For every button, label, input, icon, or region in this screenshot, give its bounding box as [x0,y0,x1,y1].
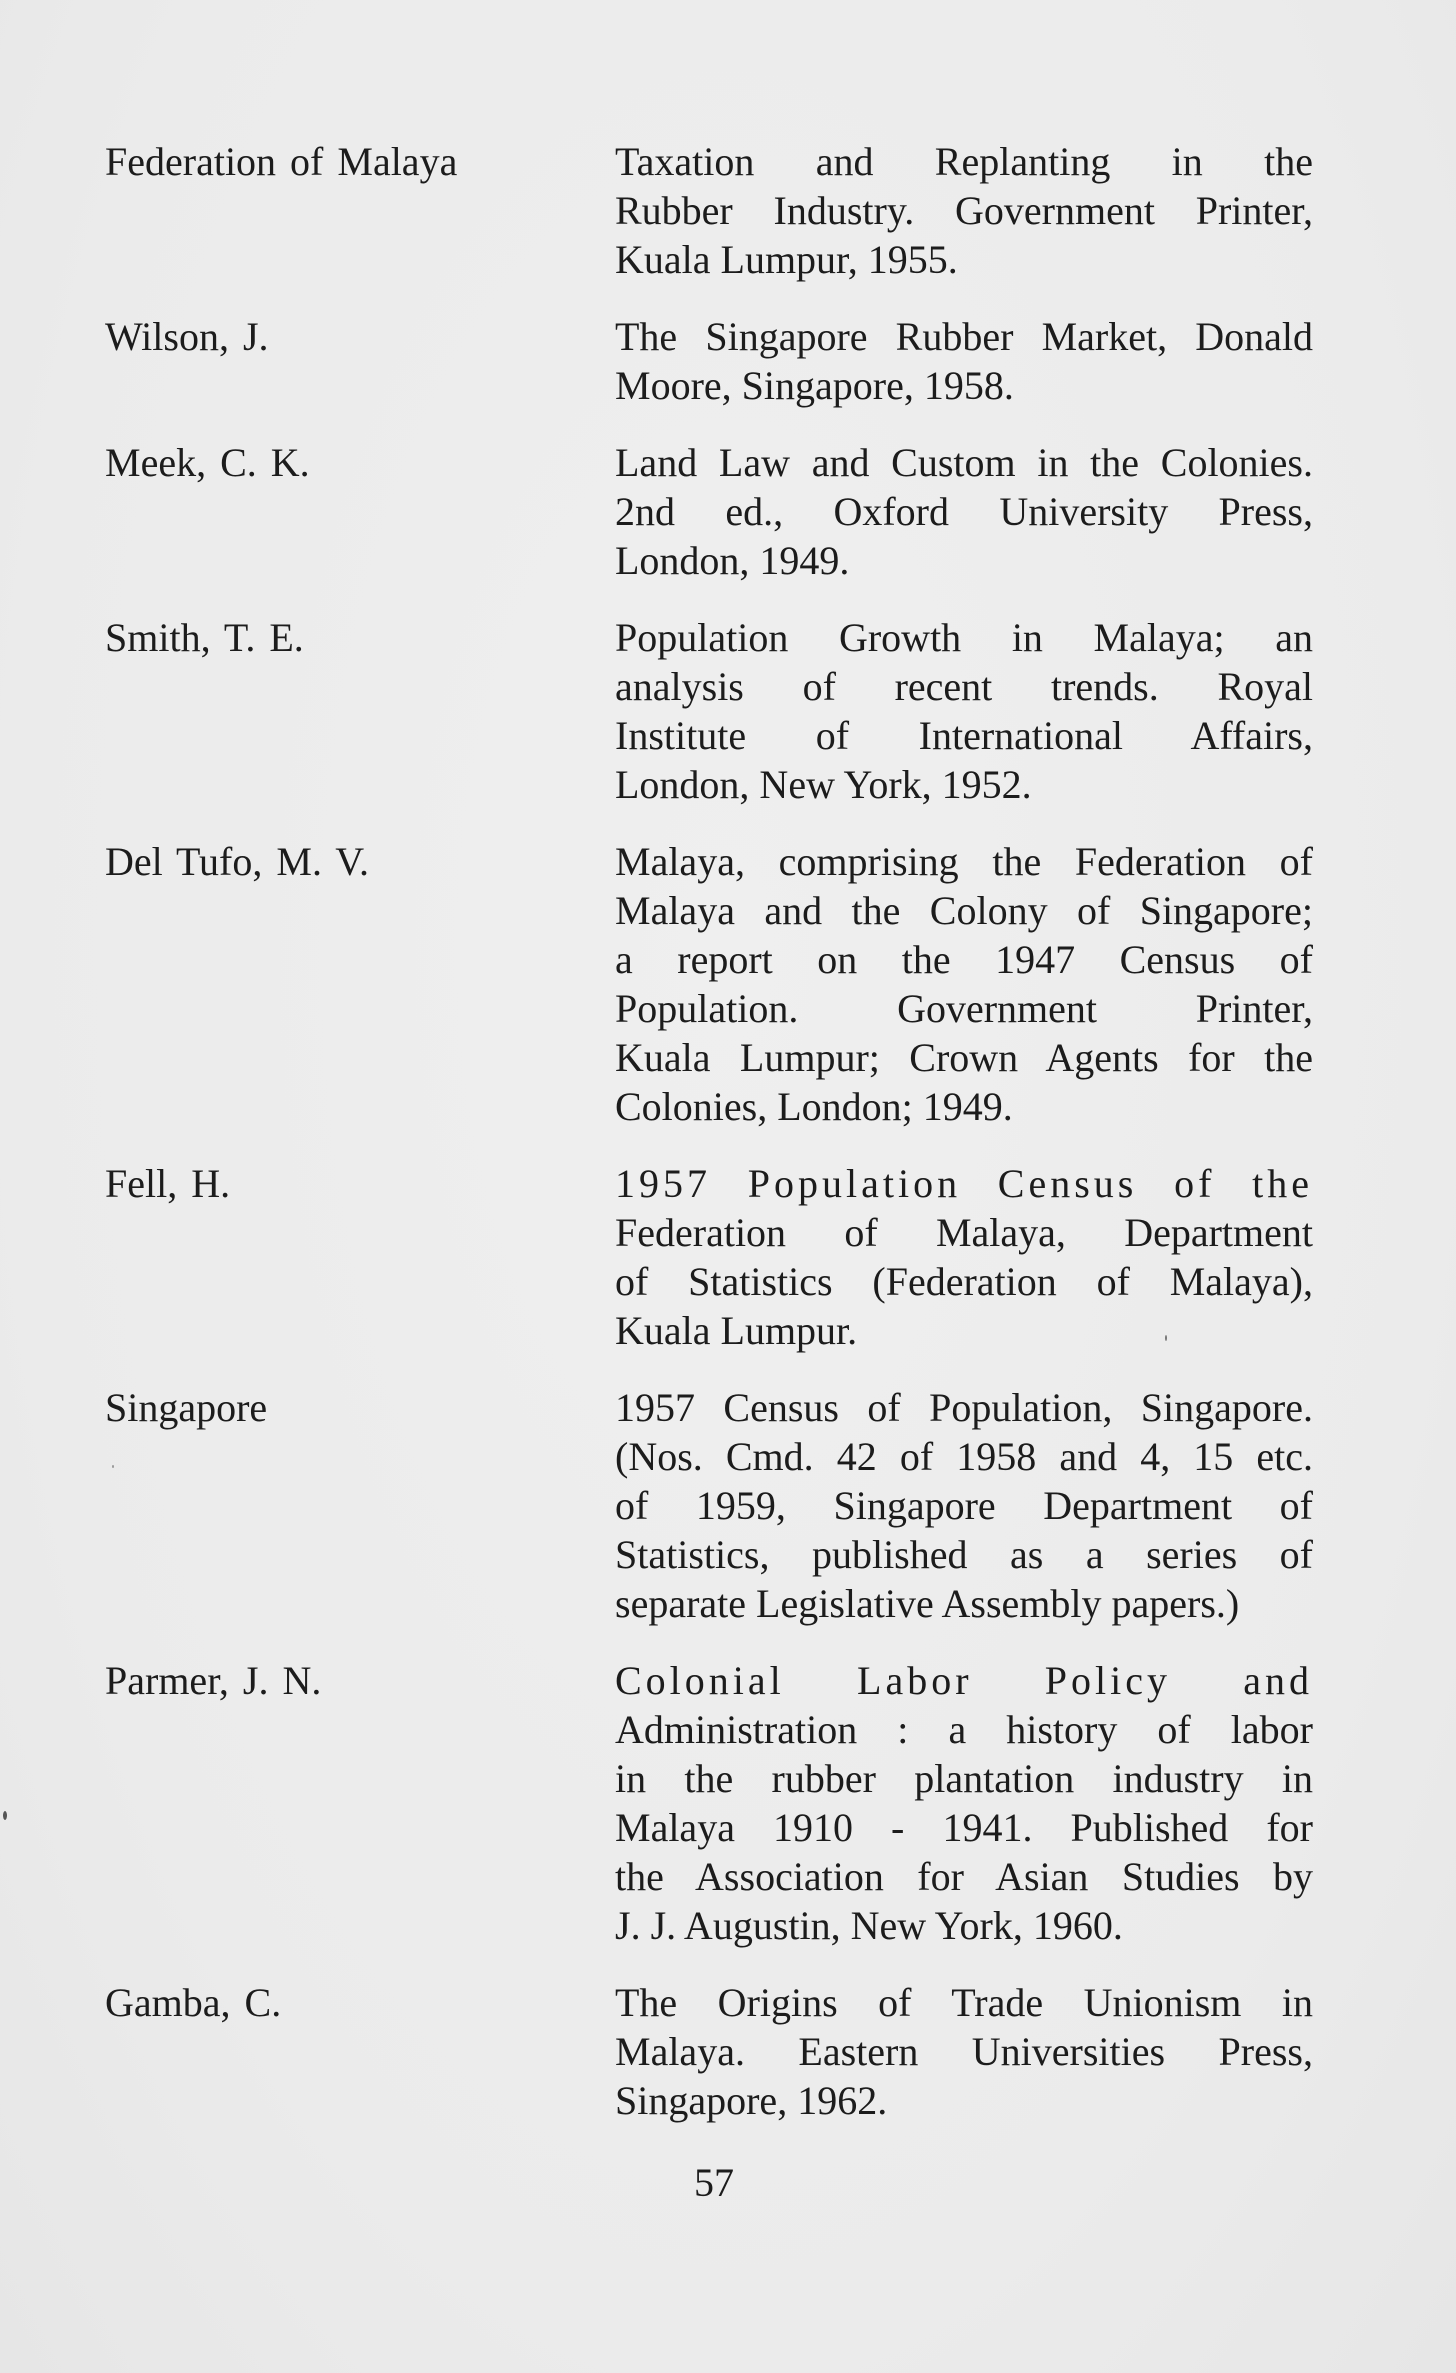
entry-author: Singapore [105,1385,268,1430]
entry-citation [615,137,1313,284]
citation-line: Kuala Lumpur; Crown Agents for the [615,1035,1313,1080]
citation-line: Population. Government Printer, [615,986,1313,1031]
bibliography-entry [105,1159,1313,1355]
citation-line: J. J. Augustin, New York, 1960. [615,1903,1123,1948]
page-number: 57 [694,2160,734,2205]
citation-line: Administration : a history of labor [615,1707,1313,1752]
citation-line: separate Legislative Assembly papers.) [615,1581,1240,1626]
citation-line: Malaya and the Colony of Singapore; [615,888,1313,933]
bibliography-entry [105,1656,1313,1950]
bibliography-entry [105,438,1313,585]
paper-speck [1165,1335,1167,1341]
bibliography-entry [105,837,1313,1131]
bibliography-entry [105,1383,1313,1628]
entry-citation [615,438,1313,585]
citation-line: Moore, Singapore, 1958. [615,363,1014,408]
citation-line: Colonies, London; 1949. [615,1084,1013,1129]
citation-line: of Statistics (Federation of Malaya), [615,1259,1313,1304]
entry-citation [615,1978,1313,2125]
entry-citation [615,1159,1313,1355]
citation-line: Land Law and Custom in the Colonies. [615,440,1313,485]
citation-line: the Association for Asian Studies by [615,1854,1313,1899]
citation-line: (Nos. Cmd. 42 of 1958 and 4, 15 etc. [615,1434,1313,1479]
bibliography-entry [105,312,1313,410]
entry-citation [615,837,1313,1131]
entry-citation [615,1383,1313,1628]
citation-line: 1957 Population Census of the [615,1161,1313,1206]
citation-line: Taxation and Replanting in the [615,139,1313,184]
paper-speck [3,1811,7,1820]
entry-citation [615,1656,1313,1950]
citation-line: London, New York, 1952. [615,762,1032,807]
entry-author: Wilson, J. [105,314,269,359]
bibliography-list [105,137,1313,2153]
paper-speck [112,1465,114,1468]
citation-line: 1957 Census of Population, Singapore. [615,1385,1313,1430]
citation-line: Population Growth in Malaya; an [615,615,1313,660]
citation-line: of 1959, Singapore Department of [615,1483,1313,1528]
citation-line: Colonial Labor Policy and [615,1658,1313,1703]
entry-author: Fell, H. [105,1161,231,1206]
entry-author: Gamba, C. [105,1980,282,2025]
entry-author: Federation of Malaya [105,139,458,184]
entry-author: Smith, T. E. [105,615,304,660]
citation-line: 2nd ed., Oxford University Press, [615,489,1313,534]
citation-line: The Origins of Trade Unionism in [615,1980,1313,2025]
citation-line: in the rubber plantation industry in [615,1756,1313,1801]
bibliography-entry [105,1978,1313,2125]
entry-author: Del Tufo, M. V. [105,839,369,884]
citation-line: Kuala Lumpur, 1955. [615,237,958,282]
bibliography-entry [105,613,1313,809]
citation-line: analysis of recent trends. Royal [615,664,1313,709]
citation-line: The Singapore Rubber Market, Donald [615,314,1313,359]
citation-line: Malaya. Eastern Universities Press, [615,2029,1313,2074]
citation-line: Federation of Malaya, Department [615,1210,1313,1255]
entry-citation [615,312,1313,410]
bibliography-entry [105,137,1313,284]
entry-author: Parmer, J. N. [105,1658,322,1703]
citation-line: a report on the 1947 Census of [615,937,1313,982]
citation-line: Rubber Industry. Government Printer, [615,188,1313,233]
citation-line: Institute of International Affairs, [615,713,1313,758]
citation-line: Malaya 1910 - 1941. Published for [615,1805,1313,1850]
citation-line: Statistics, published as a series of [615,1532,1313,1577]
entry-author: Meek, C. K. [105,440,310,485]
entry-citation [615,613,1313,809]
citation-line: Malaya, comprising the Federation of [615,839,1313,884]
citation-line: Kuala Lumpur. [615,1308,858,1353]
citation-line: Singapore, 1962. [615,2078,888,2123]
citation-line: London, 1949. [615,538,850,583]
